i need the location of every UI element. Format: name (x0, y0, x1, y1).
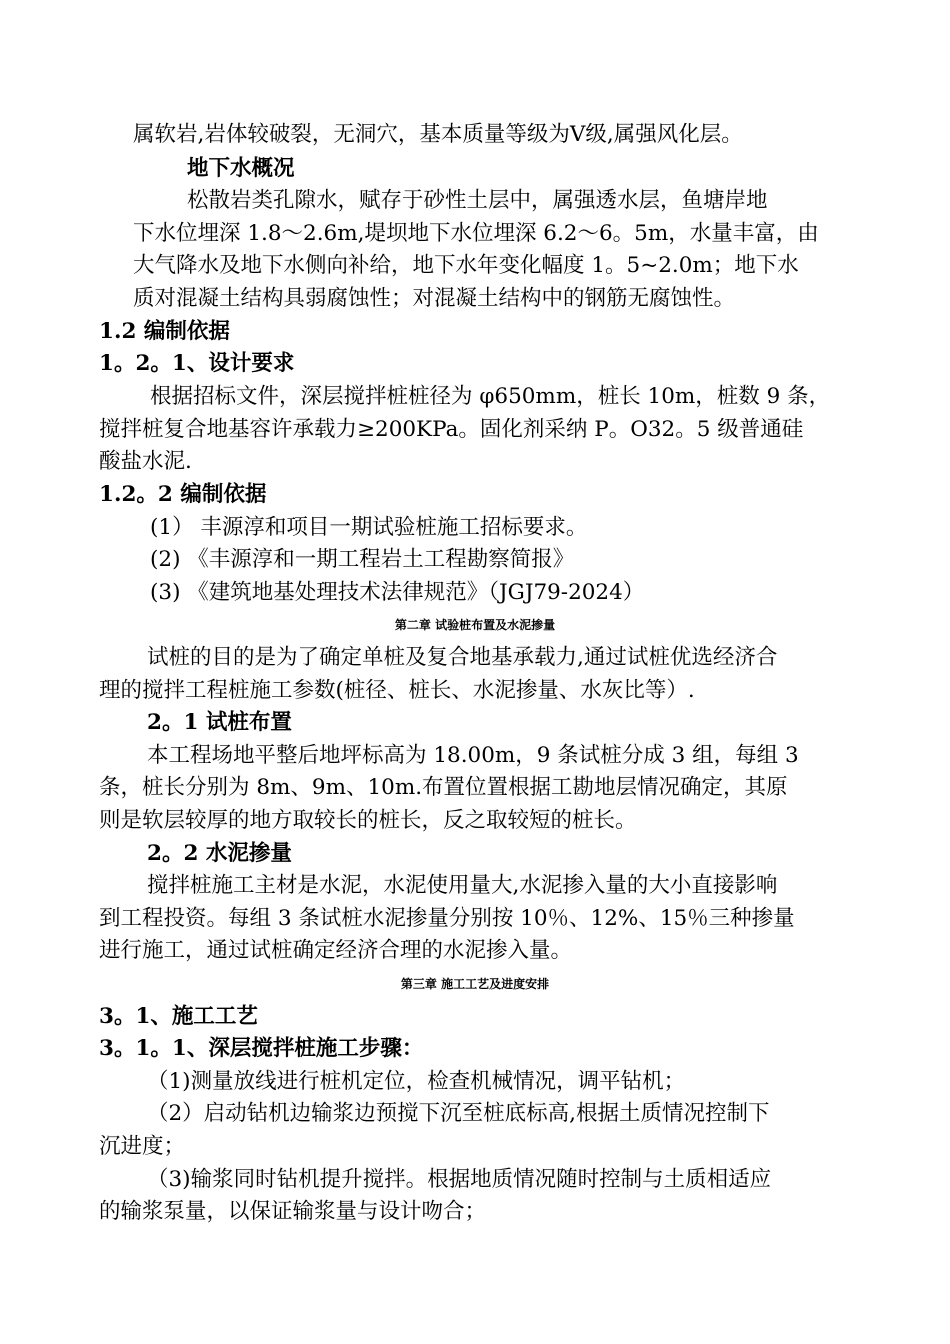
chapter-heading-2: 第二章 试验桩布置及水泥掺量 (394, 618, 556, 632)
body-text-line: 本工程场地平整后地坪标高为 18.00m，9 条试桩分成 3 组，每组 3 (147, 743, 799, 768)
body-text-line: 酸盐水泥. (99, 449, 192, 474)
list-item: (1） 丰源淳和项目一期试验桩施工招标要求。 (150, 515, 588, 540)
list-item: （2）启动钻机边输浆边预搅下沉至桩底标高,根据土质情况控制下 (147, 1101, 770, 1126)
list-item: (3) 《建筑地基处理技术法律规范》（JGJ79-2024） (150, 580, 645, 605)
body-text-line: 进行施工，通过试桩确定经济合理的水泥掺入量。 (99, 938, 573, 963)
body-text-line: 理的搅拌工程桩施工参数(桩径、桩长、水泥掺量、水灰比等）. (99, 678, 695, 703)
body-text-line: 则是软层较厚的地方取较长的桩长，反之取较短的桩长。 (99, 808, 637, 833)
section-heading-1-2: 1.2 编制依据 (99, 319, 230, 344)
section-heading-2-1: 2。1 试桩布置 (147, 710, 292, 735)
body-text-line: 沉进度； (99, 1134, 186, 1159)
section-heading-2-2: 2。2 水泥掺量 (147, 841, 292, 866)
subheading-groundwater: 地下水概况 (187, 156, 295, 181)
body-text-line: 属软岩,岩体较破裂，无洞穴，基本质量等级为Ⅴ级,属强风化层。 (133, 122, 743, 147)
list-item: (2) 《丰源淳和一期工程岩土工程勘察简报》 (150, 547, 575, 572)
section-heading-3-1-1: 3。1。1、深层搅拌桩施工步骤： (99, 1036, 424, 1061)
chapter-heading-3: 第三章 施工工艺及进度安排 (400, 977, 550, 991)
body-text-line: 松散岩类孔隙水，赋存于砂性土层中，属强透水层，鱼塘岸地 (187, 188, 768, 213)
body-text-line: 试桩的目的是为了确定单桩及复合地基承载力,通过试桩优选经济合 (147, 645, 778, 670)
body-text-line: 的输浆泵量，以保证输浆量与设计吻合； (99, 1199, 487, 1224)
body-text-line: 下水位埋深 1.8～2.6m,堤坝地下水位埋深 6.2～6。5m，水量丰富，由 (133, 221, 819, 246)
section-heading-1-2-1: 1。2。1、设计要求 (99, 351, 295, 376)
body-text-line: 条，桩长分别为 8m、9m、10m.布置位置根据工勘地层情况确定，其原 (99, 775, 788, 800)
section-heading-1-2-2: 1.2。2 编制依据 (99, 482, 267, 507)
body-text-line: 搅拌桩复合地基容许承载力≥200KPa。固化剂采纳 P。O32。5 级普通硅 (99, 417, 804, 442)
list-item: （1)测量放线进行桩机定位，检查机械情况，调平钻机； (147, 1069, 686, 1094)
body-text-line: 到工程投资。每组 3 条试桩水泥掺量分别按 10％、12%、15％三种掺量 (99, 906, 795, 931)
body-text-line: 质对混凝土结构具弱腐蚀性；对混凝土结构中的钢筋无腐蚀性。 (133, 286, 736, 311)
list-item: （3)输浆同时钻机提升搅拌。根据地质情况随时控制与土质相适应 (147, 1167, 772, 1192)
body-text-line: 根据招标文件，深层搅拌桩桩径为 φ650mm，桩长 10m，桩数 9 条， (150, 384, 831, 409)
body-text-line: 大气降水及地下水侧向补给，地下水年变化幅度 1。5~2.0m；地下水 (133, 253, 799, 278)
body-text-line: 搅拌桩施工主材是水泥，水泥使用量大,水泥掺入量的大小直接影响 (147, 873, 778, 898)
section-heading-3-1: 3。1、施工工艺 (99, 1004, 258, 1029)
